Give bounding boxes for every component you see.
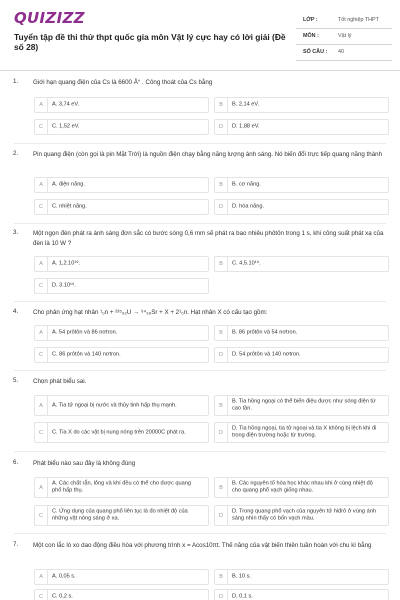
option-b[interactable]: [214, 97, 389, 113]
question-text: Cho phản ứng hạt nhân ¹₀n + ²³⁵₉₂U → ⁹⁴₃₈Sr + X + 2¹₀n. Hạt nhân X có cấu tạo gồm:: [33, 309, 268, 316]
meta-value: Vật lý: [338, 33, 352, 39]
question-text: Pin quang điện (còn gọi là pin Mặt Trời) là nguồn điện chạy bằng năng lượng ánh sáng. Nó biến đổi trực tiếp quang năng thành: [33, 151, 383, 158]
question-text: Phát biểu nào sau đây là không đúng: [33, 460, 136, 467]
option-text: B. 10 s.: [232, 573, 251, 580]
option-letter: D: [215, 120, 228, 134]
option-letter: B: [215, 257, 228, 271]
question-number: 3.: [13, 229, 19, 236]
option-a[interactable]: [34, 177, 209, 193]
option-b[interactable]: [214, 569, 389, 585]
option-b[interactable]: [214, 325, 389, 341]
option-d[interactable]: [214, 347, 389, 363]
question-divider: [14, 533, 386, 534]
option-text: D. Trong quang phổ vạch của nguyên tử hiđrô ở vùng ánh sáng nhìn thấy có bốn vạch màu.: [232, 508, 376, 522]
option-text: C. 1,52 eV.: [52, 123, 80, 130]
option-letter: D: [215, 506, 228, 525]
option-letter: C: [35, 348, 48, 362]
page-header: [0, 0, 400, 66]
option-d[interactable]: [214, 589, 389, 600]
option-b[interactable]: [214, 395, 389, 416]
option-c[interactable]: [34, 347, 209, 363]
option-letter: C: [35, 279, 48, 293]
option-text: D. 0,1 s.: [232, 593, 253, 600]
option-letter: B: [215, 396, 228, 415]
quizizz-logo: QUIZIZZ: [14, 9, 85, 27]
option-text: A. Tia tử ngoại bị nước và thủy tinh hấp thụ mạnh.: [52, 401, 177, 408]
option-text: D. 1,88 eV.: [232, 123, 260, 130]
option-letter: A: [35, 178, 48, 192]
option-text: B. Các nguyên tố hóa học khác nhau khi ở cùng nhiệt độ cho quang phổ vạch giống nhau.: [232, 480, 373, 494]
option-letter: D: [215, 423, 228, 442]
option-letter: C: [35, 590, 48, 600]
option-d[interactable]: [214, 199, 389, 215]
question-text: Một con lắc lò xo dao động điều hòa với phương trình x = Acos10πt. Thế năng của vật biến thiên tuần hoàn với chu kì bằng: [33, 542, 372, 549]
option-b[interactable]: [214, 256, 389, 272]
question-divider: [14, 223, 386, 224]
option-letter: D: [215, 590, 228, 600]
option-c[interactable]: [34, 589, 209, 600]
option-letter: B: [215, 98, 228, 112]
meta-label: SỐ CÂU :: [303, 49, 328, 55]
option-text: D. 54 prôtôn và 140 nơtron.: [232, 351, 301, 358]
option-text: C. Ứng dụng của quang phổ liên tục là đo nhiệt độ của những vật nóng sáng ở xa.: [52, 508, 188, 522]
meta-row-class: [296, 13, 392, 29]
option-c[interactable]: [34, 199, 209, 215]
option-letter: A: [35, 396, 48, 415]
option-text: C. 86 prôtôn và 140 nơtron.: [52, 351, 121, 358]
option-letter: A: [35, 257, 48, 271]
option-letter: C: [35, 200, 48, 214]
option-letter: B: [215, 178, 228, 192]
option-a[interactable]: [34, 395, 209, 416]
option-text: A. 0,05 s.: [52, 573, 76, 580]
meta-label: LỚP :: [303, 17, 318, 23]
question-divider: [14, 143, 386, 144]
question-number: 2.: [13, 150, 19, 157]
option-text: A. 54 prôtôn và 86 nơtron.: [52, 329, 118, 336]
option-a[interactable]: [34, 256, 209, 272]
option-a[interactable]: [34, 569, 209, 585]
meta-row-count: [296, 45, 392, 61]
option-letter: A: [35, 478, 48, 497]
option-text: C. Tia X do các vật bị nung nóng trên 20000C phát ra.: [52, 428, 186, 435]
option-letter: C: [35, 506, 48, 525]
option-a[interactable]: [34, 477, 209, 498]
option-text: A. Các chất rắn, lỏng và khí đều có thể cho được quang phổ hấp thụ.: [52, 480, 191, 494]
option-letter: B: [215, 570, 228, 584]
question-number: 6.: [13, 459, 19, 466]
meta-value: Tốt nghiệp THPT: [338, 17, 379, 23]
question-divider: [14, 451, 386, 452]
option-text: A. điện năng.: [52, 181, 85, 188]
option-text: C. 4,5.10¹⁹.: [232, 260, 261, 267]
page-title: Tuyển tập đề thi thử thpt quốc gia môn Vật lý cực hay có lời giải (Đề số 28): [14, 32, 286, 52]
option-text: B. cơ năng.: [232, 181, 261, 188]
option-text: D. hóa năng.: [232, 203, 265, 210]
option-d[interactable]: [214, 422, 389, 443]
meta-value: 40: [338, 49, 344, 55]
question-divider: [14, 370, 386, 371]
option-letter: B: [215, 326, 228, 340]
option-text: B. Tia hồng ngoại có thể biến điệu được như sóng điện từ cao tần.: [232, 398, 376, 412]
question-number: 7.: [13, 541, 19, 548]
option-text: A. 3,74 eV.: [52, 101, 80, 108]
question-number: 1.: [13, 78, 19, 85]
option-c[interactable]: [34, 422, 209, 443]
option-letter: C: [35, 120, 48, 134]
option-text: B. 2,14 eV.: [232, 101, 260, 108]
option-b[interactable]: [214, 177, 389, 193]
option-letter: A: [35, 98, 48, 112]
question-text: Giới hạn quang điện của Cs là 6600 Å° . Công thoát của Cs bằng: [33, 79, 213, 86]
option-c[interactable]: [34, 119, 209, 135]
option-text: D. Tia hồng ngoại, tia tử ngoại và tia X không bị lệch khi đi trong điện trường hoặc từ trường.: [232, 425, 377, 439]
meta-row-subject: [296, 29, 392, 45]
option-letter: D: [215, 200, 228, 214]
option-d[interactable]: [214, 119, 389, 135]
question-text: Chọn phát biểu sai.: [33, 378, 87, 385]
option-d[interactable]: [214, 505, 389, 526]
option-a[interactable]: [34, 97, 209, 113]
option-c[interactable]: [34, 505, 209, 526]
option-text: B. 86 prôtôn và 54 nơtron.: [232, 329, 298, 336]
option-a[interactable]: [34, 325, 209, 341]
option-text: C. nhiệt năng.: [52, 203, 87, 210]
meta-table: [296, 13, 392, 61]
option-text: D. 3.10¹⁹.: [52, 282, 76, 289]
meta-label: MÔN :: [303, 33, 319, 39]
option-b[interactable]: [214, 477, 389, 498]
option-letter: B: [215, 478, 228, 497]
header-divider: [0, 70, 400, 71]
option-letter: A: [35, 570, 48, 584]
option-letter: C: [35, 423, 48, 442]
option-letter: D: [215, 348, 228, 362]
question-divider: [14, 301, 386, 302]
option-c[interactable]: [34, 278, 209, 294]
option-text: A. 1,2.10¹⁹.: [52, 260, 81, 267]
question-number: 4.: [13, 308, 19, 315]
question-text: Một ngọn đèn phát ra ánh sáng đơn sắc có bước sóng 0,6 mm sẽ phát ra bao nhiêu phôtôn trong 1 s, khi công suất phát xạ của đèn là 10 W ?: [33, 230, 384, 247]
option-text: C. 0,2 s.: [52, 593, 73, 600]
option-letter: A: [35, 326, 48, 340]
question-number: 5.: [13, 377, 19, 384]
